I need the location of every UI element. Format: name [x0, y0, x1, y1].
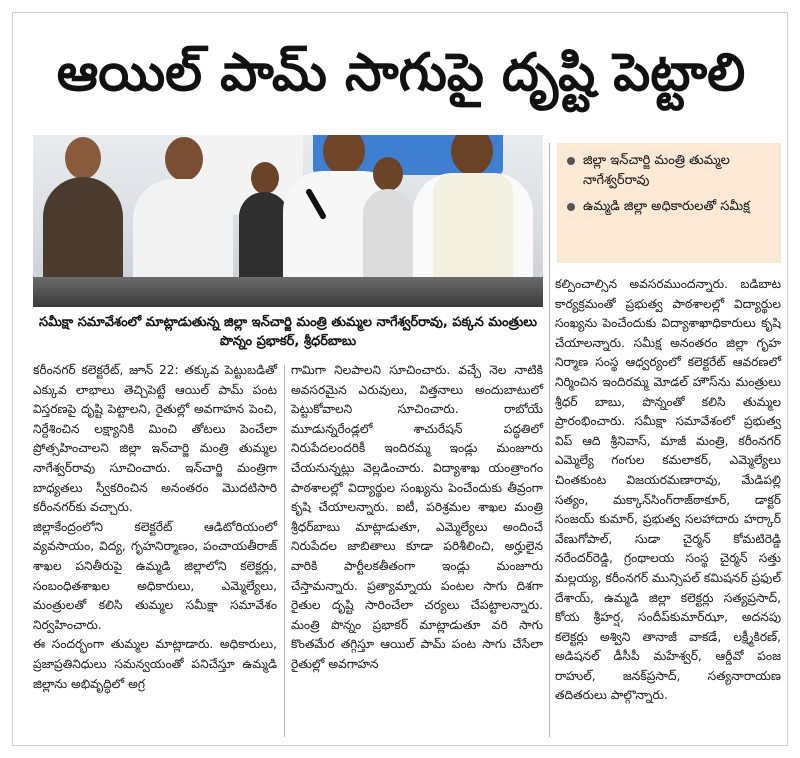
highlights-box: [557, 143, 781, 263]
highlight-text: ఉమ్మడి జిల్లా అధికారులతో సమీక్ష: [583, 199, 750, 214]
paragraph: గామిగా నిలపాలని సూచించారు. వచ్చే నెల నాటికి అవసరమైన ఎరువులు, విత్తనాలు అందుబాటులో పెట్టుకోవాలని సూచించారు. రాబోయే మూడున్నరేండ్లలో శాచురేషన్ పద్ధతిలో నిరుపేదలందరికీ ఇందిరమ్మ ఇండ్లు మంజూరు చేయనున్నట్లు వెల్లడించారు. విద్యాశాఖ యంత్రాంగం పాఠశాలల్లో విద్యార్థుల సంఖ్యను పెంచేందుకు తీవ్రంగా కృషి చేయాలన్నారు. ఐటీ, పరిశ్రమల శాఖల మంత్రి శ్రీధర్‌బాబు మాట్లాడుతూ, ఎమ్మెల్యేలు అందించే నిరుపేదల జాబితాలు కూడా పరిశీలించి, అర్హులైన వారికి పార్టీలకతీతంగా ఇండ్లు మంజూరు చేస్తామన్నారు. ప్రత్యామ్నాయ పంటల సాగు దిశగా రైతుల దృష్టి సారించేలా చర్యలు చేపట్టాలన్నారు. మంత్రి పొన్నం ప్రభాకర్ మాట్లాడుతూ వరి సాగు కొంతమేర తగ్గిస్తూ ఆయిల్ పామ్ పంట సాగు చేసేలా రైతుల్లో అవగాహన: [291, 363, 543, 671]
body-column-3: [555, 275, 781, 706]
newspaper-article: [12, 12, 788, 746]
bullet-icon: [567, 157, 575, 165]
highlight-item: [567, 151, 771, 191]
article-photo: [33, 135, 543, 307]
paragraph: ఈ సందర్భంగా తుమ్మల మాట్లాడారు. అధికారులు, ప్రజాప్రతినిధులు సమన్వయంతో పనిచేస్తూ ఉమ్మడి జిల్లాను అభివృద్ధిలో అగ్ర: [33, 637, 277, 691]
photo-caption: సమీక్షా సమావేశంలో మాట్లాడుతున్న జిల్లా ఇన్‌చార్జి మంత్రి తుమ్మల నాగేశ్వర్‌రావు, పక్కన మంత్రులు పొన్నం ప్రభాకర్, శ్రీధర్‌బాబు: [39, 315, 537, 349]
photo-table: [33, 277, 543, 307]
column-divider: [284, 365, 285, 737]
photo-person-6: [413, 135, 533, 287]
body-column-2: [291, 361, 543, 675]
photo-person-1: [43, 137, 123, 287]
photo-person-3: [239, 162, 289, 287]
highlight-text: జిల్లా ఇన్‌చార్జి మంత్రి తుమ్మల నాగేశ్వర్‌రావు: [583, 153, 730, 188]
body-column-1: [33, 361, 277, 694]
highlight-item: [567, 197, 771, 217]
column-divider: [549, 143, 550, 737]
paragraph: కల్పించాల్సిన అవసరముందన్నారు. బడిబాట కార్యక్రమంతో ప్రభుత్వ పాఠశాలల్లో విద్యార్థుల సంఖ్యను పెంచేందుకు విద్యాశాఖాధికారులు కృషి చేయాలన్నారు. సమీక్ష అనంతరం జిల్లా గృహ నిర్మాణ సంస్థ ఆధ్వర్యంలో కలెక్టరేట్ ఆవరణలో నిర్మించిన ఇందిరమ్మ మోడల్ హౌస్‌ను మంత్రులు శ్రీధర్ బాబు, పొన్నంతో కలిసి తుమ్మల ప్రారంభించారు. సమీక్షా సమావేశంలో ప్రభుత్వ విప్ ఆది శ్రీనివాస్, మాజీ మంత్రి, కరీంనగర్ ఎమ్మెల్యే గంగుల కమలాకర్, ఎమ్మెల్యేలు చింతకుంట విజయరమణారావు, మేడిపల్లి సత్యం, మక్కాన్‌సింగ్‌రాజ్‌ఠాకూర్, డాక్టర్ సంజయ్ కుమార్, ప్రభుత్వ సలహాదారు హర్కార్ వేణుగోపాల్, సుడా చైర్మన్ కోమటిరెడ్డి నరేందర్‌రెడ్డి, గ్రంథాలయ సంస్థ చైర్మన్ సత్తు మల్లయ్య, కరీంనగర్ మున్సిపల్ కమిషనర్ ప్రఫుల్ దేశాయ్, ఉమ్మడి జిల్లా కలెక్టర్లు సత్యప్రసాద్, కోయ శ్రీహర్ష, సందీప్‌కుమార్‌ఝా, అదనపు కలెక్టర్లు అశ్విని తానాజీ వాకడే, లక్ష్మీకిరణ్, అడిషనల్ డీసీపీ మహేశ్వర్, ఆర్డీవో పంజ రాహుల్, జనక్‌ప్రసాద్, సత్యనారాయణ తదితరులు పాల్గొన్నారు.: [555, 277, 781, 703]
paragraph: కరీంనగర్ కలెక్టరేట్, జూన్ 22: తక్కువ పెట్టుబడితో ఎక్కువ లాభాలు తెచ్చిపెట్టే ఆయిల్ పామ్ పంట విస్తరణపై దృష్టి పెట్టాలని, రైతుల్లో అవగాహన పెంచి, నిర్దేశించిన లక్ష్యానికి మించి తోటలు పెంచేలా ప్రోత్సహించాలని జిల్లా ఇన్‌చార్జి మంత్రి తుమ్మల నాగేశ్వర్‌రావు సూచించారు. ఇన్‌చార్జి మంత్రిగా బాధ్యతలు స్వీకరించిన అనంతరం మొదటిసారి కరీంనగర్‌కు వచ్చారు.: [33, 363, 277, 515]
bullet-icon: [567, 203, 575, 211]
paragraph: జిల్లాకేంద్రంలోని కలెక్టరేట్ ఆడిటోరియంలో వ్యవసాయం, విద్య, గృహనిర్మాణం, పంచాయతీరాజ్ శాఖల పనితీరుపై ఉమ్మడి జిల్లాలోని కలెక్టర్లు, సంబంధితశాఖల అధికారులు, ఎమ్మెల్యేలు, మంత్రులతో కలిసి తుమ్మల సమీక్షా సమావేశం నిర్వహించారు.: [33, 519, 277, 632]
photo-person-5: [363, 157, 413, 287]
headline: ఆయిల్ పామ్ సాగుపై దృష్టి పెట్టాలి: [56, 43, 746, 103]
photo-person-2: [133, 137, 233, 287]
